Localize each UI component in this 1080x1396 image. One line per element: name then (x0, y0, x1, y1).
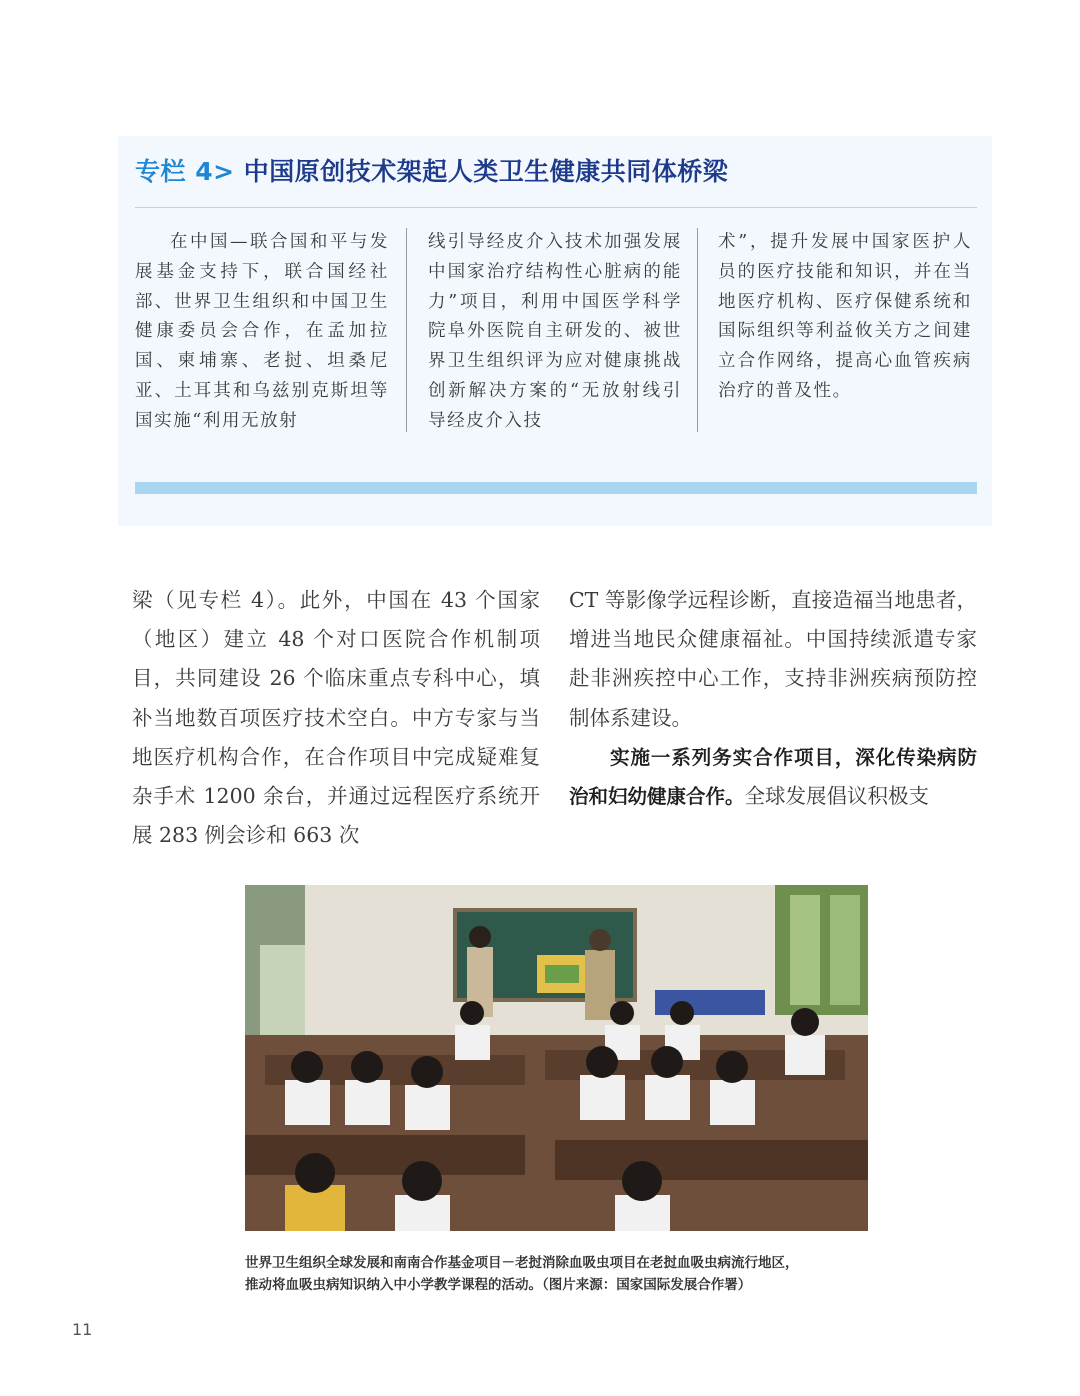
body-column-left (132, 581, 540, 855)
box-column-1 (135, 228, 389, 437)
box-title: 中国原创技术架起人类卫生健康共同体桥梁 (243, 157, 729, 186)
body-right-paragraph-2 (569, 738, 977, 816)
column-separator (406, 228, 407, 432)
body-right-paragraph-1: CT 等影像学远程诊断，直接造福当地患者，增进当地民众健康福祉。中国持续派遣专家赴非洲疾控中心工作，支持非洲疾病预防控制体系建设。 (569, 588, 977, 730)
caption-line-2: 推动将血吸虫病知识纳入中小学教学课程的活动。（图片来源：国家国际发展合作署） (245, 1277, 752, 1293)
column-separator (697, 228, 698, 432)
box-column-1-text: 在中国—联合国和平与发展基金支持下，联合国经社部、世界卫生组织和中国卫生健康委员会合作，在孟加拉国、柬埔寨、老挝、坦桑尼亚、土耳其和乌兹别克斯坦等国实施“利用无放射 (135, 232, 389, 431)
box-heading (135, 152, 728, 188)
body-column-right (569, 581, 977, 816)
body-bold-lead: 实施一系列务实合作项目，深化传染病防治和妇幼健康合作。 (569, 745, 977, 809)
box-column-3 (718, 228, 972, 407)
box-label: 专栏 4> (135, 157, 235, 186)
body-left-text: 梁（见专栏 4）。此外，中国在 43 个国家（地区）建立 48 个对口医院合作机制项目，共同建设 26 个临床重点专科中心，填补当地数百项医疗技术空白。中方专家与当地医疗机构合作，在合作项目中完成疑难复杂手术 1200 余台，并通过远程医疗系统开展 283 例会诊和 663 次 (132, 588, 540, 848)
classroom-photo (245, 885, 868, 1231)
box-bottom-bar (135, 482, 977, 494)
page-number: 11 (72, 1320, 93, 1339)
classroom-photo-icon (245, 885, 868, 1231)
caption-line-1: 世界卫生组织全球发展和南南合作基金项目－老挝消除血吸虫项目在老挝血吸虫病流行地区， (245, 1255, 799, 1271)
body-right-rest: 全球发展倡议积极支 (744, 784, 930, 809)
box-column-2-text: 线引导经皮介入技术加强发展中国家治疗结构性心脏病的能力”项目，利用中国医学科学院阜外医院自主研发的、被世界卫生组织评为应对健康挑战创新解决方案的“无放射线引导经皮介入技 (428, 232, 682, 431)
photo-caption (245, 1252, 885, 1296)
box-divider (135, 207, 977, 208)
box-column-3-text: 术”，提升发展中国家医护人员的医疗技能和知识，并在当地医疗机构、医疗保健系统和国际组织等利益攸关方之间建立合作网络，提高心血管疾病治疗的普及性。 (718, 232, 972, 401)
box-column-2 (428, 228, 682, 437)
